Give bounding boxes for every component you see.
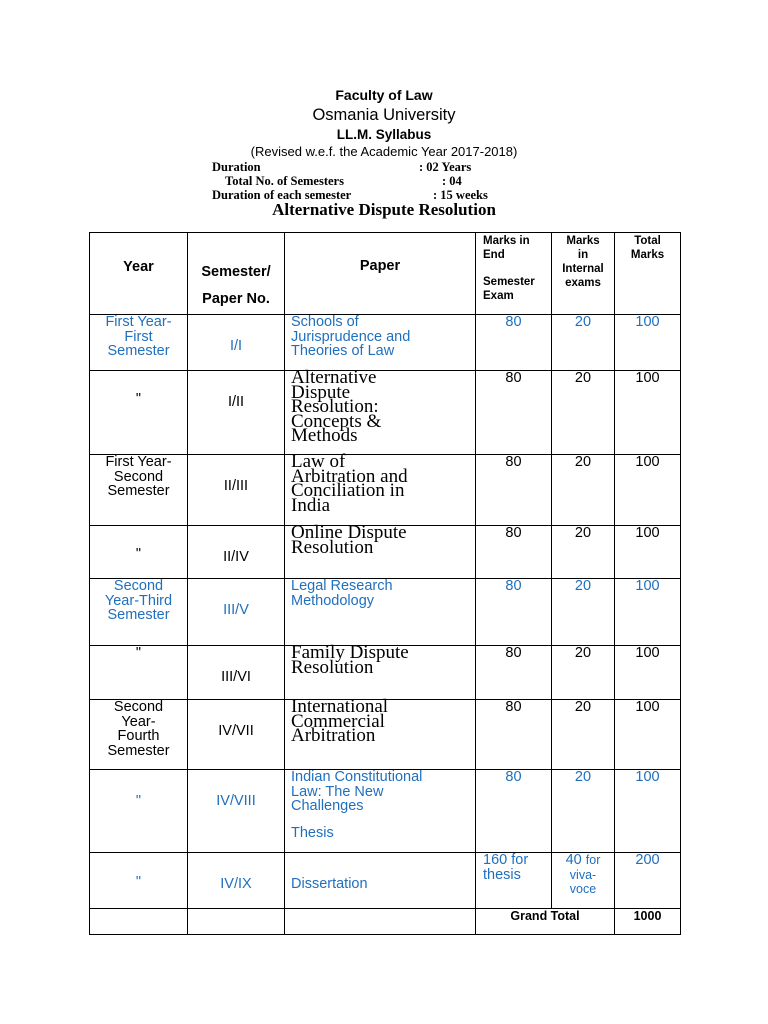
end-exam-cell (476, 646, 552, 700)
year-text: First Year- First Semester (105, 314, 172, 359)
internal-value: 20 (574, 699, 592, 715)
grand-total-label: Grand Total (510, 909, 580, 923)
internal-value: 20 (574, 769, 592, 785)
internal-cell (552, 700, 615, 770)
year-cell (90, 853, 188, 909)
semesters-label: Total No. of Semesters (225, 174, 344, 188)
year-text: " (135, 391, 142, 407)
internal-cell (552, 646, 615, 700)
internal-cell (552, 526, 615, 579)
paper-text: Schools of Jurisprudence and Theories of Law (291, 314, 411, 359)
end-exam-value: 80 (505, 370, 522, 386)
semester-text: II/IV (223, 549, 249, 565)
grand-total-label-cell (476, 909, 615, 935)
header-end-exam-line4: Exam (483, 290, 514, 302)
semester-text: I/II (227, 394, 245, 410)
year-cell (90, 770, 188, 853)
internal-cell (552, 315, 615, 371)
year-cell (90, 371, 188, 455)
semester-cell (188, 770, 285, 853)
header-internal-line2: in (577, 249, 589, 261)
semester-text: III/VI (221, 669, 251, 685)
semester-text: IV/VII (218, 723, 254, 739)
total-cell (615, 371, 681, 455)
total-value: 100 (635, 525, 660, 541)
paper-extra-text: Thesis (291, 824, 334, 841)
header-internal-cell (552, 233, 615, 315)
paper-cell (285, 367, 476, 455)
total-cell (615, 526, 681, 579)
total-value: 100 (635, 370, 660, 386)
table-row (90, 700, 681, 770)
header-paper: Paper (359, 258, 401, 274)
paper-cell (285, 579, 476, 646)
end-exam-value: 80 (505, 454, 522, 470)
end-exam-value: 80 (505, 525, 522, 541)
internal-value-number: 40 (565, 852, 586, 868)
faculty-heading: Faculty of Law (335, 87, 433, 103)
subject-title: Alternative Dispute Resolution (272, 200, 496, 219)
internal-cell (552, 455, 615, 526)
paper-text: Indian Constitutional Law: The New Challenges (291, 769, 423, 814)
year-cell (90, 526, 188, 579)
year-cell (90, 579, 188, 646)
semester-cell (188, 646, 285, 700)
end-exam-value: 80 (505, 769, 522, 785)
header-year-cell (90, 233, 188, 315)
total-cell (615, 853, 681, 909)
end-exam-cell (476, 770, 552, 853)
paper-cell (285, 315, 476, 371)
table-row (90, 526, 681, 579)
internal-value: 20 (574, 454, 592, 470)
total-cell (615, 646, 681, 700)
end-exam-cell (476, 455, 552, 526)
end-exam-value: 80 (505, 314, 522, 330)
end-exam-cell (476, 579, 552, 646)
end-exam-value: 80 (505, 699, 522, 715)
total-cell (615, 455, 681, 526)
header-end-exam (476, 233, 551, 303)
year-text: " (135, 793, 142, 809)
total-cell (615, 579, 681, 646)
table-row (90, 646, 681, 700)
semester-text: III/V (223, 602, 249, 618)
header-total-cell (615, 233, 681, 315)
empty-cell (188, 909, 285, 935)
paper-text: Online Dispute Resolution (291, 522, 407, 558)
semester-cell (188, 371, 285, 455)
internal-cell (552, 371, 615, 455)
total-value: 100 (635, 314, 660, 330)
header-internal-line4: exams (565, 277, 601, 289)
paper-text: Dissertation (291, 876, 368, 892)
total-value: 100 (635, 769, 660, 785)
end-exam-value: 80 (505, 645, 522, 661)
semester-cell (188, 315, 285, 371)
semester-text: IV/VIII (216, 793, 256, 809)
grand-total-value-cell (615, 909, 681, 935)
header-semester (188, 233, 284, 313)
paper-cell (285, 696, 476, 770)
total-cell (615, 770, 681, 853)
year-text: " (135, 546, 142, 562)
paper-cell (285, 853, 476, 909)
header-year: Year (123, 259, 154, 275)
header-total-line1: Total (634, 235, 661, 247)
semester-text: II/III (223, 478, 249, 494)
semester-duration-label: Duration of each semester (212, 188, 352, 202)
paper-text: Alternative Dispute Resolution: Concepts & Methods (291, 367, 382, 446)
paper-text: Law of Arbitration and Conciliation in India (291, 451, 408, 516)
paper-text: International Commercial Arbitration (291, 696, 389, 746)
total-value: 100 (635, 578, 660, 594)
semester-duration-value: : 15 weeks (433, 188, 488, 202)
semester-cell (188, 455, 285, 526)
header-end-exam-cell (476, 233, 552, 315)
internal-cell (552, 853, 615, 909)
end-exam-cell (476, 526, 552, 579)
paper-cell (285, 522, 476, 579)
semester-cell (188, 526, 285, 579)
internal-value: 20 (574, 578, 592, 594)
table-row (90, 853, 681, 909)
header-total-line2: Marks (630, 249, 665, 261)
header-internal (552, 233, 614, 290)
year-cell (90, 455, 188, 526)
header-end-exam-line1: Marks in (483, 235, 530, 247)
paper-text: Family Dispute Resolution (291, 642, 409, 678)
total-cell (615, 315, 681, 371)
header-paper-cell (285, 233, 476, 315)
header-end-exam-line3: Semester (483, 276, 535, 288)
end-exam-cell (476, 700, 552, 770)
internal-value: 20 (574, 525, 592, 541)
semester-text: IV/IX (220, 876, 252, 892)
syllabus-heading: LL.M. Syllabus (336, 127, 432, 142)
end-exam-value: 160 for thesis (483, 852, 529, 883)
header-internal-line3: Internal (562, 263, 604, 275)
total-value: 100 (635, 699, 660, 715)
end-exam-value: 80 (505, 578, 522, 594)
year-cell (90, 315, 188, 371)
syllabus-table (89, 232, 681, 935)
paper-text: Legal Research Methodology (291, 578, 393, 609)
year-cell (90, 646, 188, 700)
year-text: " (135, 874, 142, 890)
empty-cell (285, 909, 476, 935)
grand-total-row (90, 909, 681, 935)
internal-value: 20 (574, 370, 592, 386)
header-end-exam-line2: End (483, 249, 505, 261)
table-header-row (90, 233, 681, 315)
year-text: Second Year- Fourth Semester (107, 699, 170, 759)
header-semester-line1: Semester/ (201, 264, 271, 280)
header-internal-line1: Marks (566, 235, 600, 247)
grand-total-value: 1000 (633, 909, 662, 923)
semester-text: I/I (229, 338, 243, 354)
end-exam-cell (476, 853, 552, 909)
year-cell (90, 700, 188, 770)
internal-cell (552, 579, 615, 646)
empty-cell (90, 909, 188, 935)
total-value: 200 (635, 852, 660, 868)
paper-cell (285, 770, 476, 853)
table-row (90, 770, 681, 853)
duration-value: : 02 Years (419, 160, 472, 174)
total-value: 100 (635, 454, 660, 470)
semester-cell (188, 853, 285, 909)
header-semester-line2: Paper No. (202, 291, 270, 307)
internal-value (552, 853, 614, 897)
year-text: First Year- Second Semester (105, 454, 172, 499)
paper-cell (285, 451, 476, 526)
semester-cell (188, 700, 285, 770)
table-row (90, 371, 681, 455)
paper-cell (285, 642, 476, 700)
total-cell (615, 700, 681, 770)
semester-cell (188, 579, 285, 646)
end-exam-cell (476, 371, 552, 455)
internal-value-note: for viva- voce (569, 853, 601, 896)
total-value: 100 (635, 645, 660, 661)
header-total (615, 233, 680, 262)
table-row (90, 579, 681, 646)
year-text: Second Year-Third Semester (104, 578, 173, 623)
duration-label: Duration (212, 160, 261, 174)
revised-note: (Revised w.e.f. the Academic Year 2017-2018) (250, 144, 518, 159)
semesters-value: : 04 (442, 174, 462, 188)
table-row (90, 315, 681, 371)
internal-value: 20 (574, 645, 592, 661)
end-exam-cell (476, 315, 552, 371)
internal-cell (552, 770, 615, 853)
table-row (90, 455, 681, 526)
year-text: " (135, 645, 142, 661)
header-semester-cell (188, 233, 285, 315)
internal-value: 20 (574, 314, 592, 330)
university-heading: Osmania University (312, 106, 456, 124)
